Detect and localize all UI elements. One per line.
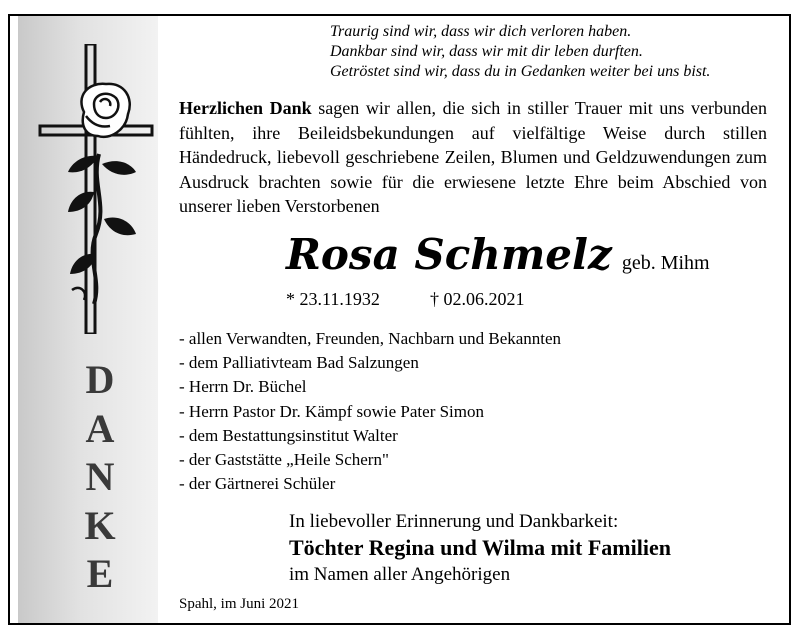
quote-line: Dankbar sind wir, dass wir mit dir leben durften. (330, 43, 643, 60)
quote-line: Traurig sind wir, dass wir dich verloren haben. (330, 23, 632, 40)
intro-bold: Herzlichen Dank (179, 98, 312, 118)
quote-line: Getröstet sind wir, dass du in Gedanken weiter bei uns bist. (330, 63, 711, 80)
poem-quote (330, 22, 710, 82)
birth-name: geb. Mihm (621, 252, 710, 274)
list-item: - dem Palliativteam Bad Salzungen (179, 353, 419, 373)
list-item: - dem Bestattungsinstitut Walter (179, 425, 398, 445)
list-item: - der Gärtnerei Schüler (179, 474, 336, 494)
closing-block (289, 510, 671, 588)
cross-with-rose-icon (36, 44, 156, 334)
thanks-list (179, 327, 561, 496)
danke-letter: D (85, 357, 115, 402)
danke-letter: K (84, 502, 116, 548)
danke-letter: N (85, 454, 115, 499)
deceased-name-row (286, 230, 710, 279)
death-date: † 02.06.2021 (430, 289, 525, 309)
closing-line: In liebevoller Erinnerung und Dankbarkeit: (289, 511, 619, 532)
danke-letter: E (86, 551, 114, 596)
list-item: - Herrn Pastor Dr. Kämpf sowie Pater Simon (179, 401, 485, 421)
list-item: - der Gaststätte „Heile Schern" (179, 450, 389, 470)
sidebar (18, 16, 158, 623)
deceased-name: Rosa Schmelz (286, 230, 612, 279)
list-item: - allen Verwandten, Freunden, Nachbarn und Bekannten (179, 329, 562, 348)
place-date: Spahl, im Juni 2021 (179, 596, 300, 612)
danke-vertical-word (70, 356, 130, 599)
intro-paragraph (179, 96, 767, 219)
family-signature: Töchter Regina und Wilma mit Familien (289, 535, 671, 560)
intro-text: sagen wir allen, die sich in stiller Trauer mit uns verbunden fühlten, ihre Beileidsbekundungen auf vielfältige Weise durch stillen Händedruck, liebevoll geschriebene Zeilen, Blumen und Geldzuwendungen zum Ausdruck brachten sowie für die erwiesene letzte Ehre beim Abschied von unserer lieben Verstorbenen (179, 98, 767, 216)
closing-line: im Namen aller Angehörigen (289, 564, 511, 585)
list-item: - Herrn Dr. Büchel (179, 377, 307, 397)
birth-date: * 23.11.1932 (286, 289, 380, 309)
danke-letter: A (85, 405, 115, 451)
